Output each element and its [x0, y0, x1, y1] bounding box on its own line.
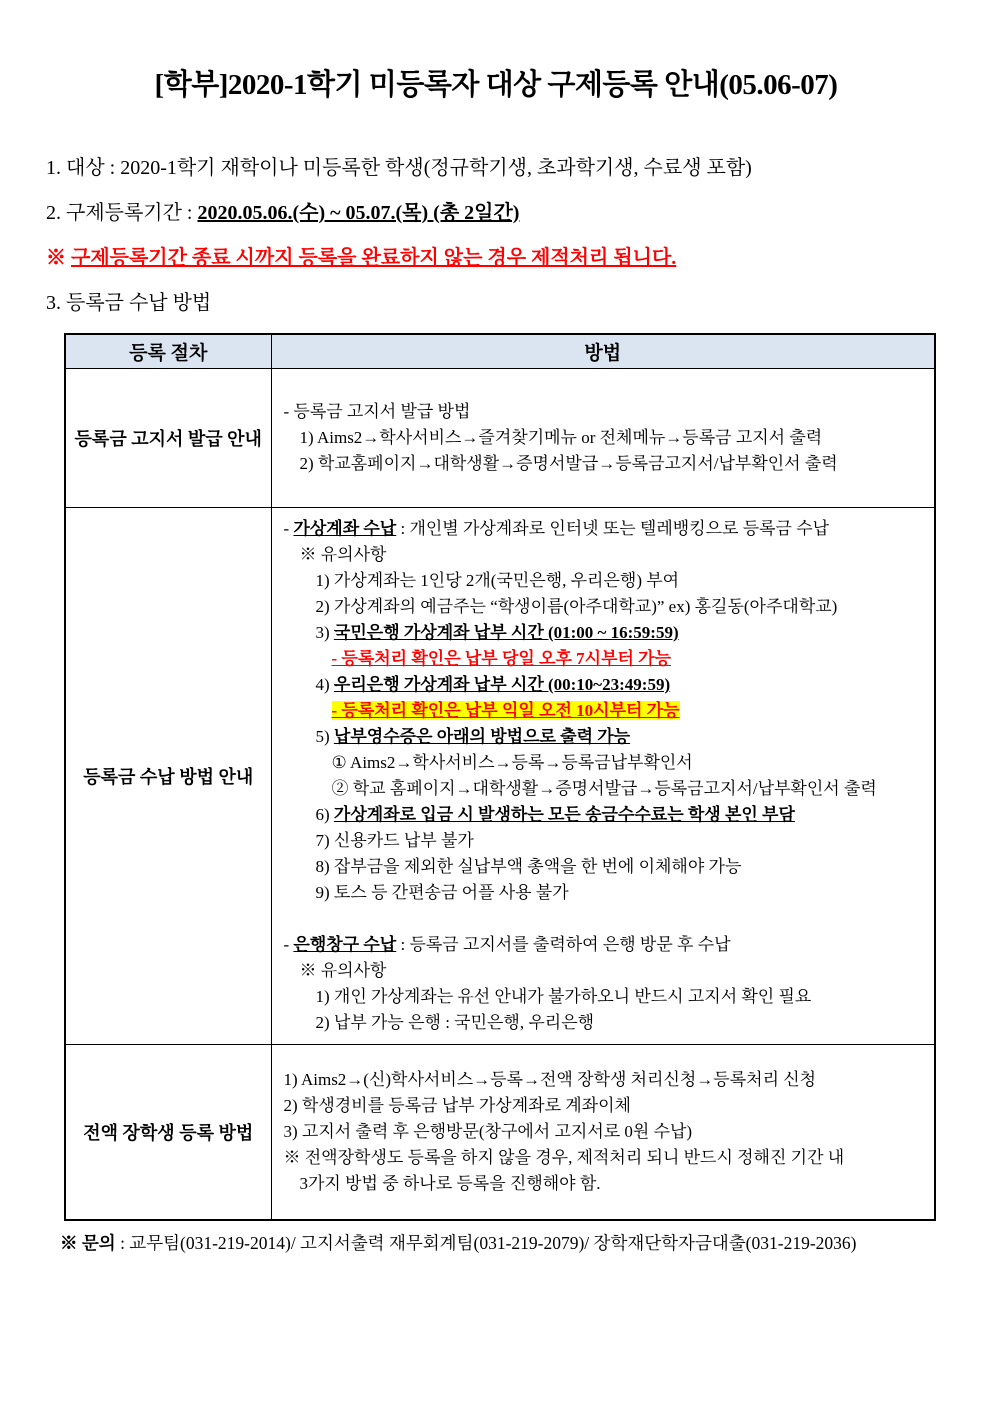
row-content: - 가상계좌 수납 : 개인별 가상계좌로 인터넷 또는 텔레뱅킹으로 등록금 수납 ※ 유의사항 1) 가상계좌는 1인당 2개(국민은행, 우리은행) 부여 2) 가상계좌의 예금주는 “학생이름(아주대학교)” ex) 홍길동(아주대학교) 3) 국민은행 가상계좌 납부 시간 (01:00 ~ 16:59:59) - 등록처리 확인은 납부 당일 오후 7시부터 가능 4) 우리은행 가상계좌 납부 시간 (00:10~23:49:59) - 등록처리 확인은 납부 익일 오전 10시부터 가능 5) 납부영수증은 아래의 방법으로 출력 가능 ① Aims2→학사서비스→등록→등록금납부확인서 ② 학교 홈페이지→대학생활→증명서발급→등록금고지서/납부확인서 출력 6) 가상계좌로 입금 시 발생하는 모든 송금수수료는 학생 본인 부담 7) 신용카드 납부 불가 8) 잡부금을 제외한 실납부액 총액을 한 번에 이체해야 가능 9) 토스 등 간편송금 어플 사용 불가 - 은행창구 수납 : 등록금 고지서를 출력하여 은행 방문 후 수납 ※ 유의사항 1) 개인 가상계좌는 유선 안내가 불가하오니 반드시 고지서 확인 필요 2) 납부 가능 은행 : 국민은행, 우리은행: [271, 508, 935, 1045]
header-method: 방법: [271, 334, 935, 369]
row-label: 등록금 고지서 발급 안내: [65, 369, 271, 508]
row-label: 등록금 수납 방법 안내: [65, 508, 271, 1045]
document-title: [학부]2020-1학기 미등록자 대상 구제등록 안내(05.06-07): [154, 69, 838, 101]
row-label: 전액 장학생 등록 방법: [65, 1045, 271, 1221]
method-heading-line: 3. 등록금 수납 방법: [46, 292, 212, 314]
registration-table: [64, 333, 936, 1221]
row-content: - 등록금 고지서 발급 방법 1) Aims2→학사서비스→즐겨찾기메뉴 or 전체메뉴→등록금 고지서 출력 2) 학교홈페이지→대학생활→증명서발급→등록금고지서/납부확인서 출력: [271, 369, 935, 508]
contact-line: ※ 문의 : 교무팀(031-219-2014)/ 고지서출력 재무회계팀(031-219-2079)/ 장학재단학자금대출(031-219-2036): [60, 1233, 857, 1253]
intro-section: [46, 153, 964, 318]
warning-line: ※ 구제등록기간 종료 시까지 등록을 완료하지 않는 경우 제적처리 됩니다.: [46, 247, 677, 269]
table-header-row: [65, 334, 935, 369]
table-row-payment-method: [65, 508, 935, 1045]
target-line: 1. 대상 : 2020-1학기 재학이나 미등록한 학생(정규학기생, 초과학기생, 수료생 포함): [46, 157, 752, 179]
table-row-full-scholarship: [65, 1045, 935, 1221]
row-content: 1) Aims2→(신)학사서비스→등록→전액 장학생 처리신청→등록처리 신청 2) 학생경비를 등록금 납부 가상계좌로 계좌이체 3) 고지서 출력 후 은행방문(창구에서 고지서로 0원 수납) ※ 전액장학생도 등록을 하지 않을 경우, 제적처리 되니 반드시 정해진 기간 내 3가지 방법 중 하나로 등록을 진행해야 함.: [271, 1045, 935, 1221]
table-row-bill-issue: [65, 369, 935, 508]
period-line: 2. 구제등록기간 : 2020.05.06.(수) ~ 05.07.(목) (총 2일간): [46, 202, 520, 224]
header-procedure: 등록 절차: [65, 334, 271, 369]
